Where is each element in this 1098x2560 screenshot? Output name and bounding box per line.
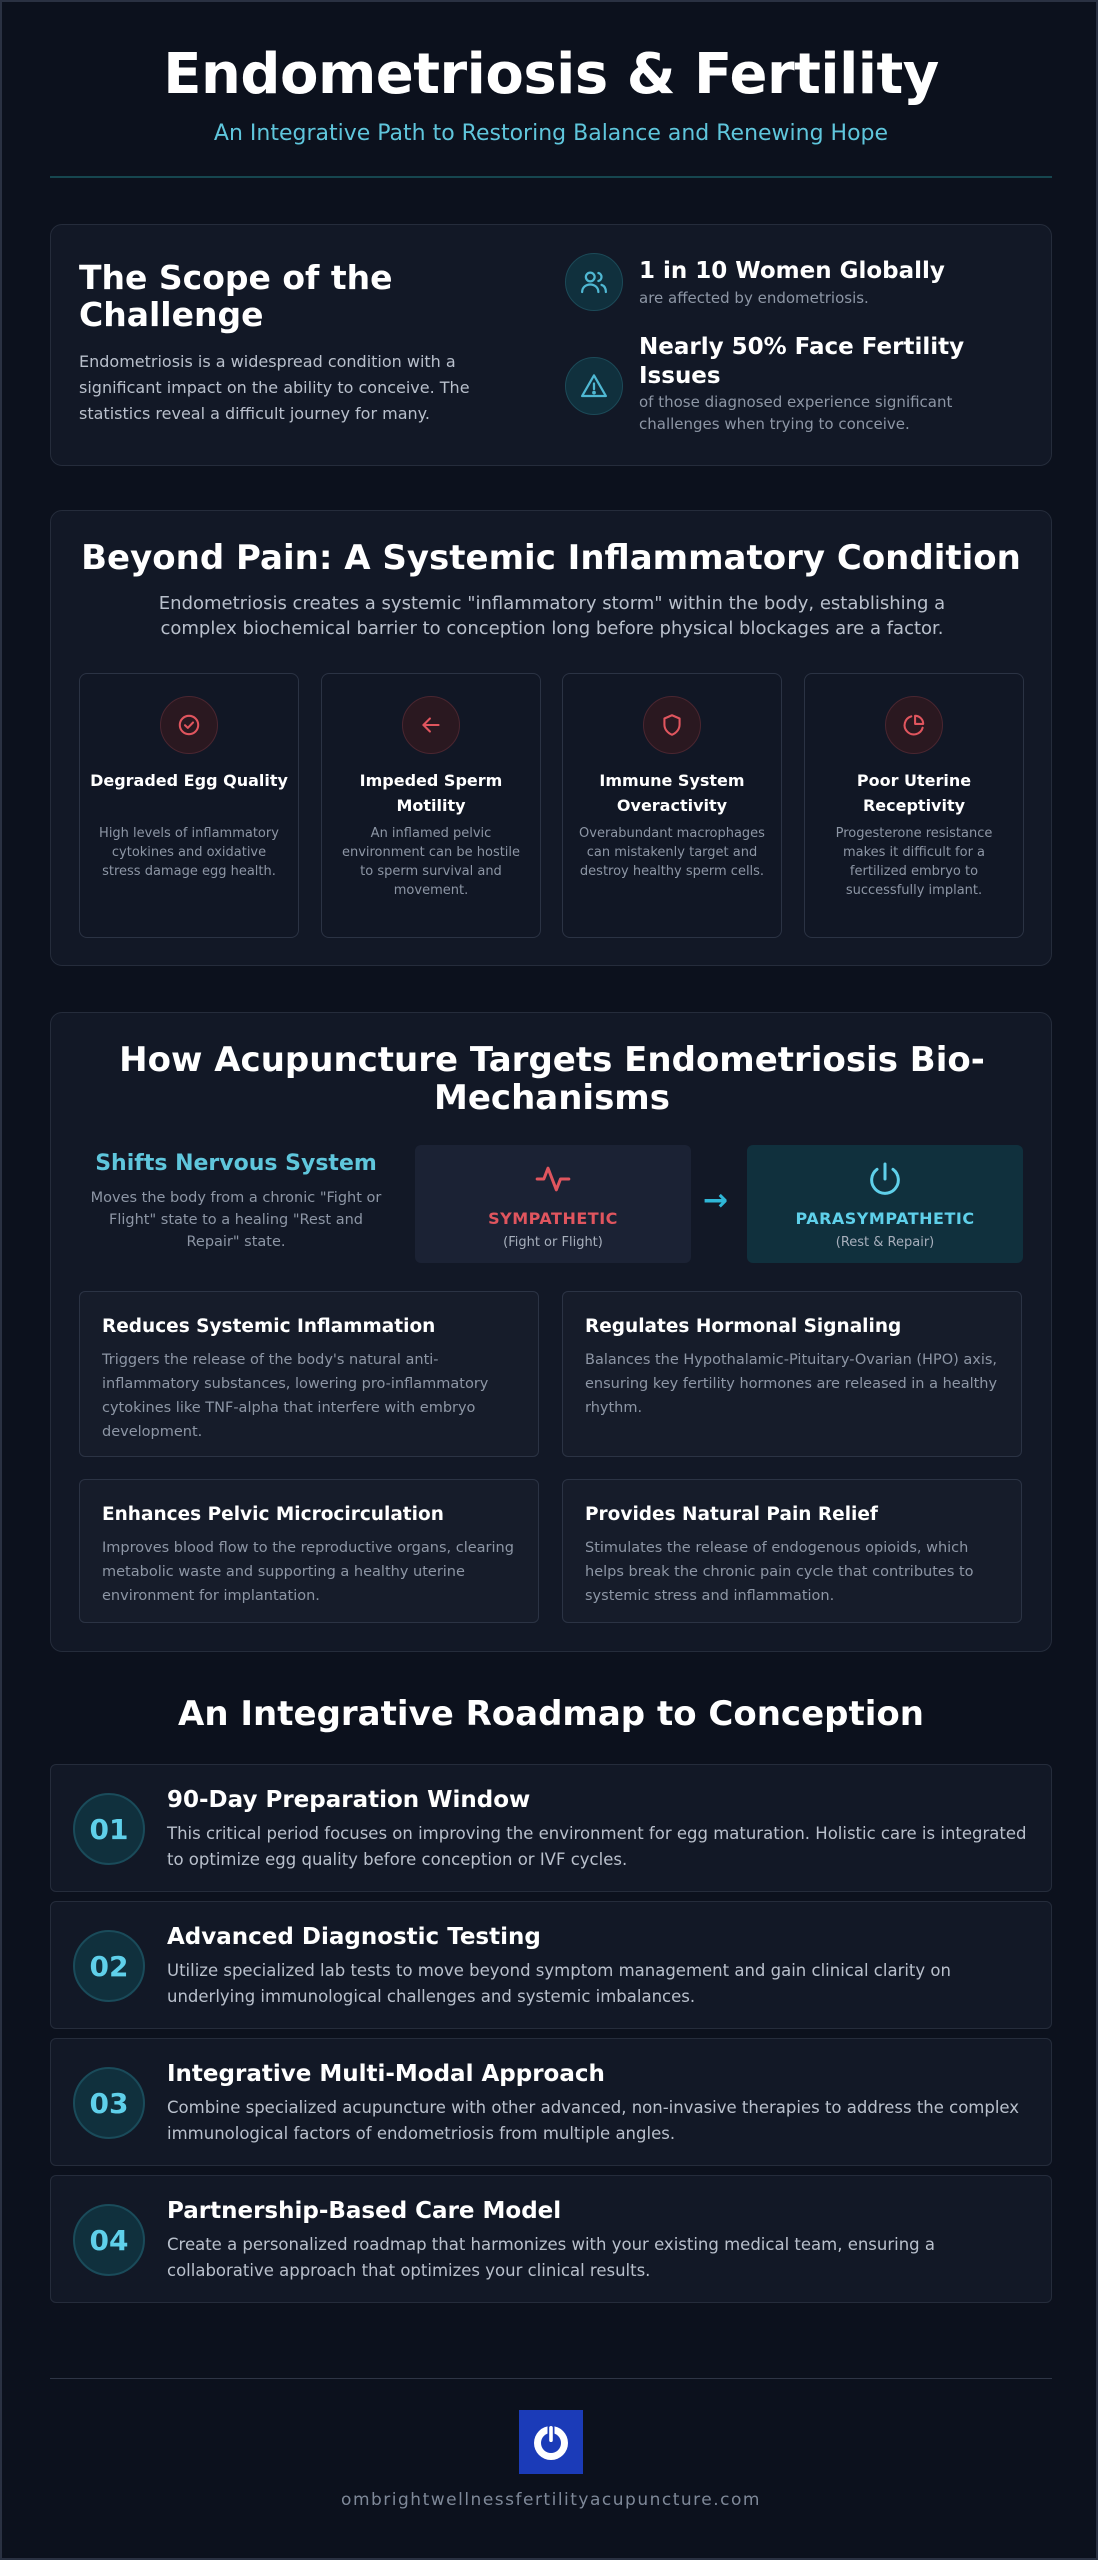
nervous-system-text: Moves the body from a chronic "Fight or Flight" state to a healing "Rest and Repair" state. <box>90 1190 382 1250</box>
footer-divider <box>50 2378 1052 2379</box>
arrow-right-icon: → <box>703 1183 729 1218</box>
header-divider <box>50 176 1052 178</box>
mechanism-text: Balances the Hypothalamic-Pituitary-Ovarian (HPO) axis, ensuring key fertility hormones are released in a healthy rhythm. <box>585 1352 998 1416</box>
sympathetic-sub: (Fight or Flight) <box>503 1235 603 1250</box>
effect-card <box>562 673 782 938</box>
parasympathetic-sub: (Rest & Repair) <box>835 1235 935 1250</box>
step-title: 90-Day Preparation Window <box>167 1787 531 1813</box>
effect-card <box>79 673 299 938</box>
brand-logo <box>519 2410 583 2474</box>
pie-chart-icon <box>885 696 943 754</box>
step-title: Advanced Diagnostic Testing <box>167 1924 541 1950</box>
check-circle-icon <box>160 696 218 754</box>
effect-text: Overabundant macrophages can mistakenly target and destroy healthy sperm cells. <box>579 826 765 879</box>
mechanism-card <box>562 1479 1022 1623</box>
mechanism-card <box>562 1291 1022 1457</box>
header <box>2 42 1098 146</box>
roadmap-step <box>50 1764 1052 1892</box>
power-icon <box>529 2420 573 2464</box>
scope-title: The Scope of the Challenge <box>79 258 393 334</box>
mechanism-card <box>79 1479 539 1623</box>
effect-title: Poor Uterine Receptivity <box>856 771 972 815</box>
effect-card <box>321 673 541 938</box>
step-number: 03 <box>73 2067 145 2139</box>
mechanism-card <box>79 1291 539 1457</box>
mechanism-title: Enhances Pelvic Microcirculation <box>102 1504 444 1525</box>
effect-text: Progesterone resistance makes it difficult for a fertilized embryo to successfully implant. <box>835 826 993 898</box>
effect-title: Immune System Overactivity <box>599 771 745 815</box>
page-subtitle: An Integrative Path to Restoring Balance and Renewing Hope <box>213 121 889 146</box>
step-text: Combine specialized acupuncture with other advanced, non-invasive therapies to address the complex immunological factors of endometriosis from multiple angles. <box>167 2098 1020 2143</box>
step-title: Integrative Multi-Modal Approach <box>167 2061 605 2087</box>
inflammation-text: Endometriosis creates a systemic "inflammatory storm" within the body, establishing a complex biochemical barrier to conception long before physical blockages are a factor. <box>158 593 946 639</box>
step-text: Create a personalized roadmap that harmonizes with your existing medical team, ensuring a collaborative approach that optimizes your clinical results. <box>167 2235 936 2280</box>
step-number: 02 <box>73 1930 145 2002</box>
parasympathetic-label: PARASYMPATHETIC <box>795 1209 975 1228</box>
roadmap-step <box>50 1901 1052 2029</box>
nervous-system-title: Shifts Nervous System <box>95 1151 377 1176</box>
effect-card <box>804 673 1024 938</box>
step-number: 04 <box>73 2204 145 2276</box>
mechanism-text: Improves blood flow to the reproductive organs, clearing metabolic waste and supporting a healthy uterine environment for implantation. <box>102 1540 514 1604</box>
effect-title: Impeded Sperm Motility <box>359 771 503 815</box>
effect-title: Degraded Egg Quality <box>90 771 288 790</box>
mechanism-title: Reduces Systemic Inflammation <box>102 1316 436 1337</box>
step-text: This critical period focuses on improving the environment for egg maturation. Holistic care is integrated to optimize egg quality before conception or IVF cycles. <box>167 1824 1027 1869</box>
activity-icon <box>415 1159 691 1199</box>
acupuncture-title: How Acupuncture Targets Endometriosis Bio-Mechanisms <box>119 1040 985 1118</box>
roadmap-step <box>50 2175 1052 2303</box>
stat-1-headline: 1 in 10 Women Globally <box>639 258 945 284</box>
page-title: Endometriosis & Fertility <box>163 42 939 107</box>
roadmap-title: An Integrative Roadmap to Conception <box>178 1694 924 1734</box>
stat-2-headline: Nearly 50% Face Fertility Issues <box>639 334 965 389</box>
shield-icon <box>643 696 701 754</box>
inflammation-title: Beyond Pain: A Systemic Inflammatory Condition <box>81 538 1021 578</box>
roadmap-step <box>50 2038 1052 2166</box>
scope-card <box>50 224 1052 466</box>
inflammation-card <box>50 510 1052 966</box>
sympathetic-label: SYMPATHETIC <box>488 1209 618 1228</box>
stat-1-sub: are affected by endometriosis. <box>639 289 869 307</box>
parasympathetic-panel <box>747 1145 1023 1263</box>
mechanism-text: Triggers the release of the body's natural anti-inflammatory substances, lowering pro-inflammatory cytokines like TNF-alpha that interfere with embryo development. <box>102 1352 489 1440</box>
effect-text: High levels of inflammatory cytokines and oxidative stress damage egg health. <box>99 826 279 879</box>
acupuncture-card <box>50 1012 1052 1652</box>
alert-triangle-icon <box>565 357 623 415</box>
website-url: ombrightwellnessfertilityacupuncture.com <box>341 2490 761 2510</box>
step-text: Utilize specialized lab tests to move beyond symptom management and gain clinical clarity on underlying immunological challenges and systemic imbalances. <box>167 1961 951 2006</box>
effect-text: An inflamed pelvic environment can be hostile to sperm survival and movement. <box>341 826 521 898</box>
mechanism-title: Provides Natural Pain Relief <box>585 1504 878 1525</box>
scope-text: Endometriosis is a widespread condition with a significant impact on the ability to conceive. The statistics reveal a difficult journey for many. <box>79 352 470 423</box>
step-number: 01 <box>73 1793 145 1865</box>
users-icon <box>565 253 623 311</box>
mechanism-text: Stimulates the release of endogenous opioids, which helps break the chronic pain cycle that contributes to systemic stress and inflammation. <box>585 1540 974 1604</box>
step-title: Partnership-Based Care Model <box>167 2198 562 2224</box>
arrow-left-icon <box>402 696 460 754</box>
power-icon <box>747 1159 1023 1199</box>
sympathetic-panel <box>415 1145 691 1263</box>
stat-2-sub: of those diagnosed experience significant challenges when trying to conceive. <box>639 393 953 433</box>
mechanism-title: Regulates Hormonal Signaling <box>585 1316 902 1337</box>
